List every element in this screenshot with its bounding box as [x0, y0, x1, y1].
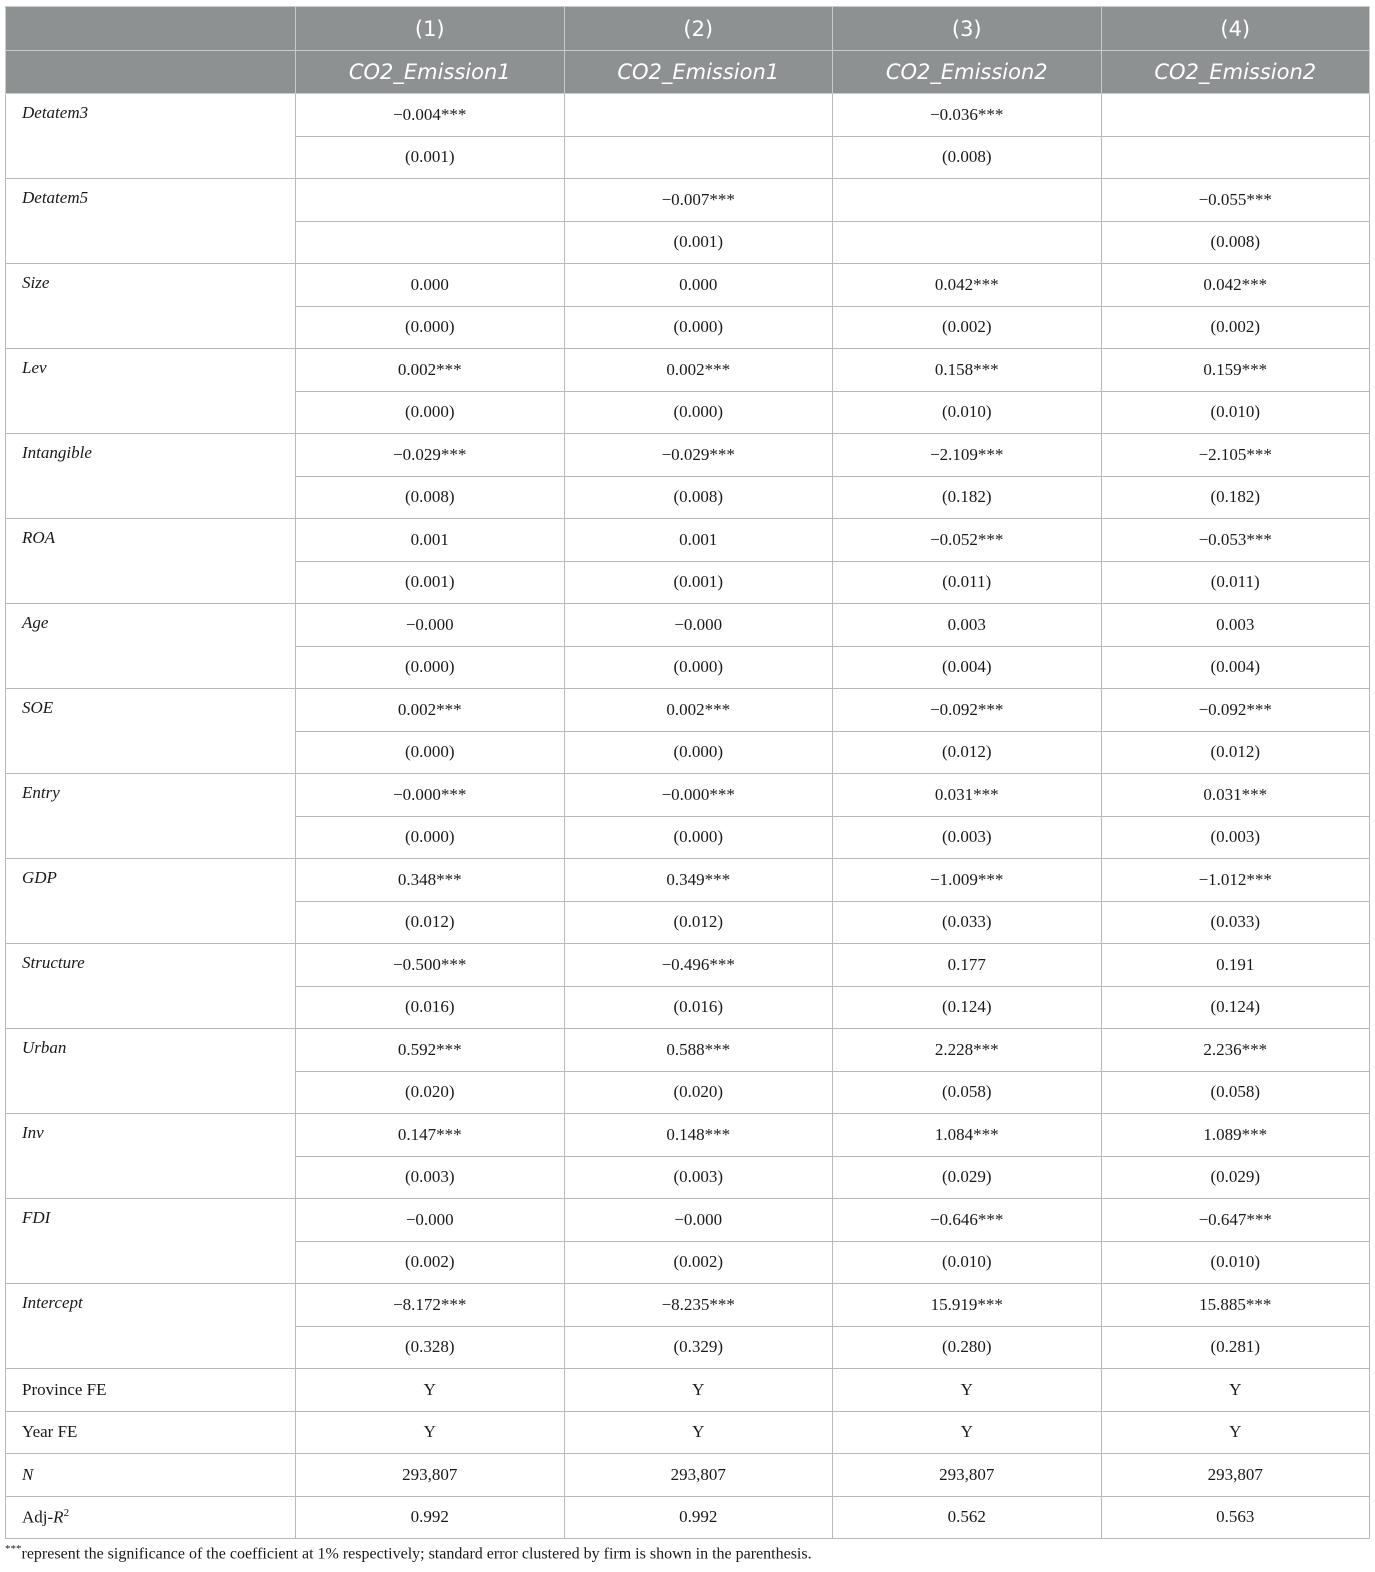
se-cell: (0.008) — [1101, 221, 1370, 264]
stat-label: Year FE — [6, 1411, 296, 1454]
variable-label: Size — [6, 264, 296, 349]
se-cell: (0.003) — [296, 1156, 565, 1199]
table-row-coef — [6, 1114, 1370, 1157]
coef-cell: 2.228*** — [833, 1029, 1102, 1072]
coef-cell: −0.000 — [564, 604, 833, 647]
coef-cell: −8.235*** — [564, 1284, 833, 1327]
col-dependent-var: CO2_Emission2 — [1101, 51, 1370, 94]
coef-cell: 0.002*** — [296, 689, 565, 732]
se-cell: (0.000) — [296, 731, 565, 774]
se-cell: (0.003) — [1101, 816, 1370, 859]
se-cell: (0.010) — [833, 391, 1102, 434]
coef-cell: 15.919*** — [833, 1284, 1102, 1327]
stat-label: Province FE — [6, 1369, 296, 1412]
se-cell: (0.281) — [1101, 1326, 1370, 1369]
coef-cell: −0.055*** — [1101, 179, 1370, 222]
stat-cell: 293,807 — [564, 1454, 833, 1497]
se-cell: (0.010) — [833, 1241, 1102, 1284]
se-cell: (0.000) — [296, 816, 565, 859]
table-row-coef — [6, 1029, 1370, 1072]
se-cell: (0.012) — [1101, 731, 1370, 774]
coef-cell: 0.002*** — [564, 689, 833, 732]
variable-label: FDI — [6, 1199, 296, 1284]
table-row-coef — [6, 604, 1370, 647]
table-row-coef — [6, 1199, 1370, 1242]
table-row-coef — [6, 264, 1370, 307]
variable-label: Age — [6, 604, 296, 689]
se-cell: (0.000) — [564, 306, 833, 349]
coef-cell: 0.042*** — [833, 264, 1102, 307]
se-cell: (0.012) — [296, 901, 565, 944]
se-cell: (0.016) — [564, 986, 833, 1029]
coef-cell: −0.000 — [296, 604, 565, 647]
table-row-coef — [6, 1284, 1370, 1327]
se-cell: (0.000) — [564, 816, 833, 859]
coef-cell: −0.500*** — [296, 944, 565, 987]
coef-cell: 1.084*** — [833, 1114, 1102, 1157]
se-cell: (0.124) — [1101, 986, 1370, 1029]
coef-cell — [833, 179, 1102, 222]
stat-cell: Y — [1101, 1369, 1370, 1412]
coef-cell: −1.012*** — [1101, 859, 1370, 902]
col-number: (1) — [296, 7, 565, 51]
coef-cell: −0.036*** — [833, 94, 1102, 137]
stat-cell: Y — [564, 1369, 833, 1412]
adj-r2-prefix: Adj- — [22, 1507, 54, 1527]
stat-cell: Y — [296, 1369, 565, 1412]
se-cell: (0.058) — [1101, 1071, 1370, 1114]
se-cell: (0.000) — [296, 391, 565, 434]
se-cell: (0.033) — [1101, 901, 1370, 944]
coef-cell: 0.001 — [296, 519, 565, 562]
col-number: (3) — [833, 7, 1102, 51]
table-row-coef — [6, 434, 1370, 477]
se-cell: (0.020) — [564, 1071, 833, 1114]
coef-cell: 0.000 — [296, 264, 565, 307]
table-row-coef — [6, 179, 1370, 222]
coef-cell: 0.588*** — [564, 1029, 833, 1072]
coef-cell: 0.042*** — [1101, 264, 1370, 307]
se-cell: (0.001) — [296, 136, 565, 179]
se-cell: (0.000) — [296, 306, 565, 349]
header-corner — [6, 7, 296, 51]
variable-label: Intercept — [6, 1284, 296, 1369]
col-number: (4) — [1101, 7, 1370, 51]
coef-cell: 0.002*** — [296, 349, 565, 392]
table-row-coef — [6, 349, 1370, 392]
se-cell — [564, 136, 833, 179]
coef-cell: −0.092*** — [1101, 689, 1370, 732]
table-row-coef — [6, 94, 1370, 137]
header-corner — [6, 51, 296, 94]
coef-cell: −0.000 — [296, 1199, 565, 1242]
se-cell: (0.000) — [564, 731, 833, 774]
se-cell: (0.001) — [564, 221, 833, 264]
variable-label: Intangible — [6, 434, 296, 519]
se-cell: (0.001) — [296, 561, 565, 604]
se-cell: (0.012) — [564, 901, 833, 944]
coef-cell: −2.105*** — [1101, 434, 1370, 477]
variable-label: Inv — [6, 1114, 296, 1199]
table-row-stat — [6, 1369, 1370, 1412]
coef-cell — [296, 179, 565, 222]
coef-cell: 0.148*** — [564, 1114, 833, 1157]
se-cell: (0.004) — [1101, 646, 1370, 689]
coef-cell: −0.007*** — [564, 179, 833, 222]
coef-cell: 0.592*** — [296, 1029, 565, 1072]
table-row-coef — [6, 774, 1370, 817]
variable-label: SOE — [6, 689, 296, 774]
se-cell: (0.008) — [833, 136, 1102, 179]
se-cell: (0.011) — [1101, 561, 1370, 604]
coef-cell: 15.885*** — [1101, 1284, 1370, 1327]
se-cell: (0.058) — [833, 1071, 1102, 1114]
se-cell: (0.008) — [296, 476, 565, 519]
se-cell: (0.329) — [564, 1326, 833, 1369]
stat-label: N — [6, 1454, 296, 1497]
table-row-stat — [6, 1411, 1370, 1454]
coef-cell: 0.177 — [833, 944, 1102, 987]
stat-cell: 293,807 — [833, 1454, 1102, 1497]
se-cell: (0.002) — [1101, 306, 1370, 349]
col-dependent-var: CO2_Emission2 — [833, 51, 1102, 94]
se-cell: (0.010) — [1101, 1241, 1370, 1284]
coef-cell: −0.029*** — [564, 434, 833, 477]
coef-cell: 0.147*** — [296, 1114, 565, 1157]
coef-cell: 0.031*** — [1101, 774, 1370, 817]
adj-r2-label — [6, 1496, 296, 1539]
coef-cell: 0.031*** — [833, 774, 1102, 817]
coef-cell: 0.002*** — [564, 349, 833, 392]
stat-cell: Y — [564, 1411, 833, 1454]
stat-cell: Y — [833, 1411, 1102, 1454]
variable-label: Structure — [6, 944, 296, 1029]
regression-table — [5, 6, 1370, 1539]
se-cell: (0.016) — [296, 986, 565, 1029]
table-body — [6, 94, 1370, 1539]
se-cell: (0.008) — [564, 476, 833, 519]
table-row-coef — [6, 944, 1370, 987]
se-cell: (0.182) — [1101, 476, 1370, 519]
variable-label: GDP — [6, 859, 296, 944]
coef-cell: −0.052*** — [833, 519, 1102, 562]
header-row-vars — [6, 51, 1370, 94]
adj-r2-cell: 0.992 — [296, 1496, 565, 1539]
stat-cell: Y — [296, 1411, 565, 1454]
coef-cell: 0.003 — [833, 604, 1102, 647]
coef-cell: 1.089*** — [1101, 1114, 1370, 1157]
coef-cell — [1101, 94, 1370, 137]
coef-cell: −0.000 — [564, 1199, 833, 1242]
se-cell: (0.124) — [833, 986, 1102, 1029]
se-cell: (0.001) — [564, 561, 833, 604]
se-cell: (0.010) — [1101, 391, 1370, 434]
col-number: (2) — [564, 7, 833, 51]
se-cell: (0.328) — [296, 1326, 565, 1369]
coef-cell: 0.349*** — [564, 859, 833, 902]
stat-cell: Y — [833, 1369, 1102, 1412]
variable-label: Detatem3 — [6, 94, 296, 179]
coef-cell: 0.158*** — [833, 349, 1102, 392]
se-cell: (0.000) — [296, 646, 565, 689]
table-footnote — [5, 1543, 812, 1563]
adj-r2-cell: 0.562 — [833, 1496, 1102, 1539]
se-cell: (0.011) — [833, 561, 1102, 604]
coef-cell: −0.092*** — [833, 689, 1102, 732]
se-cell: (0.033) — [833, 901, 1102, 944]
se-cell: (0.000) — [564, 391, 833, 434]
footnote-stars: *** — [5, 1543, 22, 1555]
coef-cell: 0.001 — [564, 519, 833, 562]
variable-label: Urban — [6, 1029, 296, 1114]
coef-cell: 0.159*** — [1101, 349, 1370, 392]
table-row-coef — [6, 689, 1370, 732]
adj-r2-cell: 0.992 — [564, 1496, 833, 1539]
coef-cell: −0.053*** — [1101, 519, 1370, 562]
coef-cell: −0.496*** — [564, 944, 833, 987]
header-row-numbers — [6, 7, 1370, 51]
coef-cell: 2.236*** — [1101, 1029, 1370, 1072]
coef-cell: −0.647*** — [1101, 1199, 1370, 1242]
coef-cell: −0.646*** — [833, 1199, 1102, 1242]
se-cell: (0.020) — [296, 1071, 565, 1114]
se-cell: (0.182) — [833, 476, 1102, 519]
se-cell: (0.003) — [833, 816, 1102, 859]
stat-cell: Y — [1101, 1411, 1370, 1454]
table-row-stat — [6, 1454, 1370, 1497]
variable-label: ROA — [6, 519, 296, 604]
coef-cell: −8.172*** — [296, 1284, 565, 1327]
variable-label: Detatem5 — [6, 179, 296, 264]
coef-cell: −0.029*** — [296, 434, 565, 477]
se-cell: (0.002) — [296, 1241, 565, 1284]
coef-cell: −0.000*** — [296, 774, 565, 817]
variable-label: Entry — [6, 774, 296, 859]
coef-cell: −2.109*** — [833, 434, 1102, 477]
se-cell — [1101, 136, 1370, 179]
coef-cell: −0.000*** — [564, 774, 833, 817]
footnote-text: represent the significance of the coefficient at 1% respectively; standard error clustered by firm is shown in the parenthesis. — [21, 1545, 812, 1563]
se-cell: (0.003) — [564, 1156, 833, 1199]
se-cell: (0.280) — [833, 1326, 1102, 1369]
col-dependent-var: CO2_Emission1 — [564, 51, 833, 94]
se-cell — [296, 221, 565, 264]
adj-r2-var: R — [53, 1507, 64, 1527]
table-row-coef — [6, 519, 1370, 562]
stat-cell: 293,807 — [1101, 1454, 1370, 1497]
regression-table-container — [5, 6, 1369, 1539]
variable-label: Lev — [6, 349, 296, 434]
coef-cell: 0.000 — [564, 264, 833, 307]
se-cell: (0.002) — [833, 306, 1102, 349]
se-cell: (0.012) — [833, 731, 1102, 774]
table-header — [6, 7, 1370, 94]
table-row-coef — [6, 859, 1370, 902]
table-row-adj-r2 — [6, 1496, 1370, 1539]
coef-cell: −1.009*** — [833, 859, 1102, 902]
adj-r2-sup: 2 — [63, 1506, 70, 1519]
se-cell: (0.029) — [1101, 1156, 1370, 1199]
coef-cell: 0.348*** — [296, 859, 565, 902]
se-cell — [833, 221, 1102, 264]
se-cell: (0.029) — [833, 1156, 1102, 1199]
se-cell: (0.002) — [564, 1241, 833, 1284]
stat-cell: 293,807 — [296, 1454, 565, 1497]
adj-r2-cell: 0.563 — [1101, 1496, 1370, 1539]
coef-cell: 0.191 — [1101, 944, 1370, 987]
col-dependent-var: CO2_Emission1 — [296, 51, 565, 94]
se-cell: (0.000) — [564, 646, 833, 689]
se-cell: (0.004) — [833, 646, 1102, 689]
coef-cell: −0.004*** — [296, 94, 565, 137]
coef-cell: 0.003 — [1101, 604, 1370, 647]
coef-cell — [564, 94, 833, 137]
